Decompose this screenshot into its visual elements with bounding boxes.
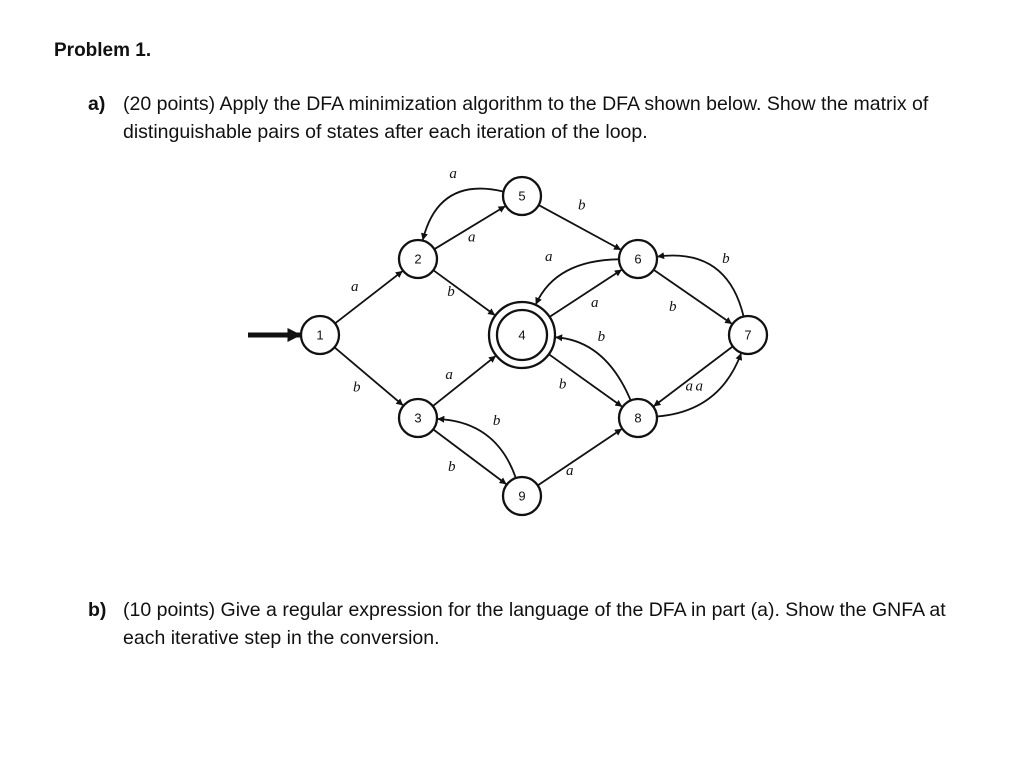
transition-label-3-4: a [445, 366, 453, 383]
state-5 [503, 177, 541, 215]
state-8 [619, 399, 657, 437]
transition-label-9-3: b [492, 413, 501, 430]
state-4-accepting [489, 302, 555, 368]
state-7-label: 7 [744, 327, 752, 343]
transition-label-1-2: a [351, 279, 359, 296]
transition-3-4 [433, 356, 496, 406]
state-2 [399, 240, 437, 278]
transition-label-5-2: a [449, 165, 457, 182]
state-5-label: 5 [518, 188, 526, 204]
transition-label-7-6: b [722, 251, 730, 268]
transition-label-4-6: a [590, 295, 599, 312]
state-7 [729, 316, 767, 354]
transition-label-2-5: a [468, 229, 476, 246]
transition-6-4 [536, 259, 619, 304]
transition-label-8-4: b [597, 328, 606, 345]
transition-label-4-8: b [558, 376, 567, 393]
state-3-label: 3 [414, 410, 422, 426]
part-b-text: (10 points) Give a regular expression for the language of the DFA in part (a). Show the GNFA at each iterative step in the conversion. [123, 599, 946, 649]
state-9-label: 9 [518, 488, 526, 504]
transition-label-6-7: b [669, 298, 677, 315]
transition-label-3-9: b [448, 458, 456, 475]
transition-9-8 [538, 429, 622, 485]
transition-label-1-3: b [353, 379, 361, 396]
state-9 [503, 477, 541, 515]
transition-label-2-4: b [447, 283, 455, 300]
transition-label-9-8: a [566, 463, 574, 480]
transition-label-8-7: a [685, 378, 693, 395]
problem-title: Problem 1. [54, 40, 152, 61]
state-1 [301, 316, 339, 354]
transition-label-7-8: a [695, 378, 703, 395]
transition-2-4 [433, 270, 494, 315]
transition-8-4 [556, 337, 631, 400]
state-6-label: 6 [634, 251, 642, 267]
transition-4-6 [550, 270, 622, 317]
state-8-label: 8 [634, 410, 642, 426]
state-3 [399, 399, 437, 437]
transition-label-6-4: a [544, 248, 553, 265]
state-6 [619, 240, 657, 278]
transition-1-2 [335, 271, 402, 323]
transition-6-7 [654, 270, 732, 324]
part-a-label: a) [88, 93, 106, 115]
state-2-label: 2 [414, 251, 422, 267]
state-4-label: 4 [518, 327, 526, 343]
part-a-text: (20 points) Apply the DFA minimization algorithm to the DFA shown below. Show the matrix of distinguishable pairs of states after each iteration of the loop. [123, 93, 929, 143]
transition-1-3 [335, 347, 403, 405]
transition-label-5-6: b [578, 197, 586, 214]
transition-3-9 [433, 429, 506, 484]
state-1-label: 1 [316, 327, 324, 343]
transition-7-8 [654, 346, 733, 406]
part-b-label: b) [88, 599, 107, 621]
